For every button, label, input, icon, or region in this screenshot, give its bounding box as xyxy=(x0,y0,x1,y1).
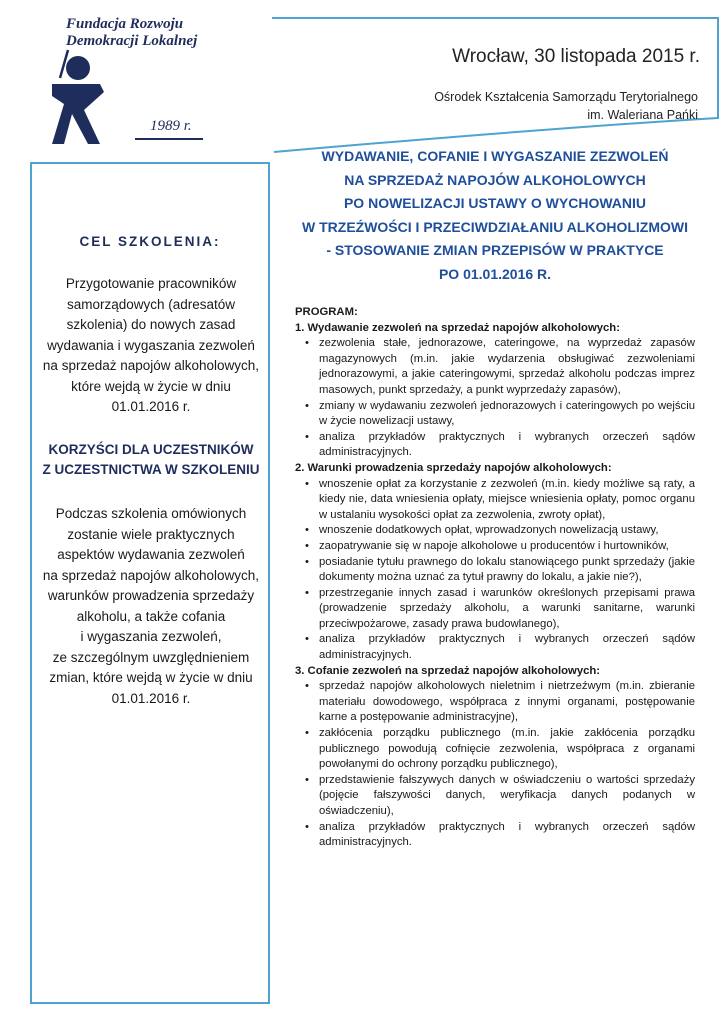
logo-year: 1989 r. xyxy=(150,118,192,134)
foundation-logo xyxy=(50,14,220,144)
korzysci-line: 01.01.2016 r. xyxy=(111,690,191,706)
korzysci-line: zostanie wiele praktycznych xyxy=(67,526,235,542)
title-line: NA SPRZEDAŻ NAPOJÓW ALKOHOLOWYCH xyxy=(344,171,646,188)
korzysci-line: ze szczególnym uwzględnieniem xyxy=(52,649,250,665)
korzysci-line: i wygaszania zezwoleń, xyxy=(80,629,222,644)
cel-line: które wejdą w życie w dniu xyxy=(71,378,231,394)
title-line: WYDAWANIE, COFANIE I WYGASZANIE ZEZWOLEŃ xyxy=(321,148,669,164)
title-line: PO NOWELIZACJI USTAWY O WYCHOWANIU xyxy=(343,195,647,211)
cel-line: Przygotowanie pracowników xyxy=(65,276,237,291)
title-line: PO 01.01.2016 R. xyxy=(438,265,552,282)
institution-patron: im. Waleriana Pańki xyxy=(587,108,698,122)
title-line: W TRZEŹWOŚCI I PRZECIWDZIAŁANIU ALKOHOLIZMOWI xyxy=(302,218,688,235)
cel-line: 01.01.2016 r. xyxy=(111,399,191,414)
korzysci-heading-line: KORZYŚCI DLA UCZESTNIKÓW xyxy=(48,442,254,457)
cel-line: szkolenia) do nowych zasad xyxy=(66,317,236,332)
korzysci-line: Podczas szkolenia omówionych xyxy=(55,506,247,521)
program-item: • zaopatrywanie się w napoje alkoholowe u producentów i hurtowników, xyxy=(319,539,695,555)
program-list xyxy=(295,679,695,851)
program-section-title: 2. Warunki prowadzenia sprzedaży napojów alkoholowych: xyxy=(295,461,612,474)
logo-title-line2: Demokracji Lokalnej xyxy=(66,33,198,49)
korzysci-heading xyxy=(36,440,266,480)
header-box xyxy=(270,6,720,154)
institution-name: Ośrodek Kształcenia Samorządu Terytorialnego xyxy=(434,90,698,104)
program-item: • analiza przykładów praktycznych i wybranych orzeczeń sądów administracyjnych. xyxy=(319,430,695,461)
document-title xyxy=(280,145,710,286)
program-item: • analiza przykładów praktycznych i wybranych orzeczeń sądów administracyjnych. xyxy=(319,632,695,663)
korzysci-heading-line: Z UCZESTNICTWA W SZKOLENIU xyxy=(42,462,260,477)
program-item: • wnoszenie dodatkowych opłat, wprowadzonych nowelizacją ustawy, xyxy=(319,523,695,539)
title-line: - STOSOWANIE ZMIAN PRZEPISÓW W PRAKTYCE xyxy=(326,242,664,258)
logo-underline xyxy=(135,138,203,140)
logo-figure-icon xyxy=(50,48,110,148)
document-date: Wrocław, 30 listopada 2015 r. xyxy=(452,46,700,67)
program-item: • zezwolenia stałe, jednorazowe, cateringowe, na wyprzedaż zapasów magazynowych (m.in. jakie wydarzenia obsługiwać zezwoleniami jednorazowymi, a jakie cateringowymi, sprzedaż alkoholu podczas imprez masowych, punkt sprzedaży, a punkt wyprzedaży zapasów), xyxy=(319,336,695,398)
program-item: • analiza przykładów praktycznych i wybranych orzeczeń sądów administracyjnych. xyxy=(319,820,695,851)
korzysci-line: na sprzedaż napojów alkoholowych, xyxy=(42,567,260,583)
program-item: • zakłócenia porządku publicznego (m.in. jakie zakłócenia porządku publicznego powodują cofnięcie zezwolenia, współpraca z organami powołanymi do ochrony porządku publicznego), xyxy=(319,726,695,773)
korzysci-line: warunków prowadzenia sprzedaży xyxy=(47,588,255,603)
korzysci-line: alkoholu, a także cofania xyxy=(76,608,226,624)
program-list xyxy=(295,477,695,664)
program-section-title: 3. Cofanie zezwoleń na sprzedaż napojów alkoholowych: xyxy=(295,664,601,677)
program-item: • przestrzeganie innych zasad i warunków określonych przepisami prawa (prowadzenie sprzedaży alkoholu, a warunki sanitarne, warunki przeciwpożarowe, zasady prawa budowlanego), xyxy=(319,586,695,633)
header-border xyxy=(270,6,720,154)
logo-title-line1: Fundacja Rozwoju xyxy=(66,16,184,32)
logo-title xyxy=(66,16,197,50)
korzysci-line: zmian, które wejdą w życie w dniu xyxy=(49,670,253,685)
program-section xyxy=(295,305,695,851)
korzysci-line: aspektów wydawania zezwoleń xyxy=(57,547,245,562)
program-label: PROGRAM: xyxy=(295,306,358,318)
korzysci-text xyxy=(40,504,262,709)
cel-line: wydawania i wygaszania zezwoleń xyxy=(47,337,255,353)
program-item: • sprzedaż napojów alkoholowych nieletnim i nietrzeźwym (m.in. zbieranie materiału dowodowego, współpraca z innymi organami, postępowanie karne a postępowanie administracyjne), xyxy=(319,679,695,726)
program-section-title: 1. Wydawanie zezwoleń na sprzedaż napojów alkoholowych: xyxy=(295,321,620,334)
program-item: • wnoszenie opłat za korzystanie z zezwoleń (m.in. kiedy możliwe są raty, a kiedy nie, data wniesienia opłaty, miejsce wniesienia opłaty, pomoc organu w ustalaniu wysokości opłat za zezwolenia, zwroty opłat), xyxy=(319,477,695,524)
cel-szkolenia-heading: CEL SZKOLENIA: xyxy=(79,234,221,249)
cel-line: na sprzedaż napojów alkoholowych, xyxy=(42,358,260,373)
program-list xyxy=(295,336,695,461)
cel-line: samorządowych (adresatów xyxy=(66,296,236,312)
program-item: • zmiany w wydawaniu zezwoleń jednorazowych i cateringowych po wejściu w życie nowelizacji ustawy, xyxy=(319,399,695,430)
program-item: • przedstawienie fałszywych danych w oświadczeniu o wartości sprzedaży (pojęcie fałszywości danych, weryfikacja danych podanych w oświadczeniu), xyxy=(319,773,695,820)
info-sidebar xyxy=(30,162,270,1004)
cel-szkolenia-text xyxy=(40,274,262,418)
program-item: • posiadanie tytułu prawnego do lokalu stanowiącego punkt sprzedaży (jakie dokumenty można uznać za tytuł prawny do lokalu, a jakie nie?), xyxy=(319,555,695,586)
